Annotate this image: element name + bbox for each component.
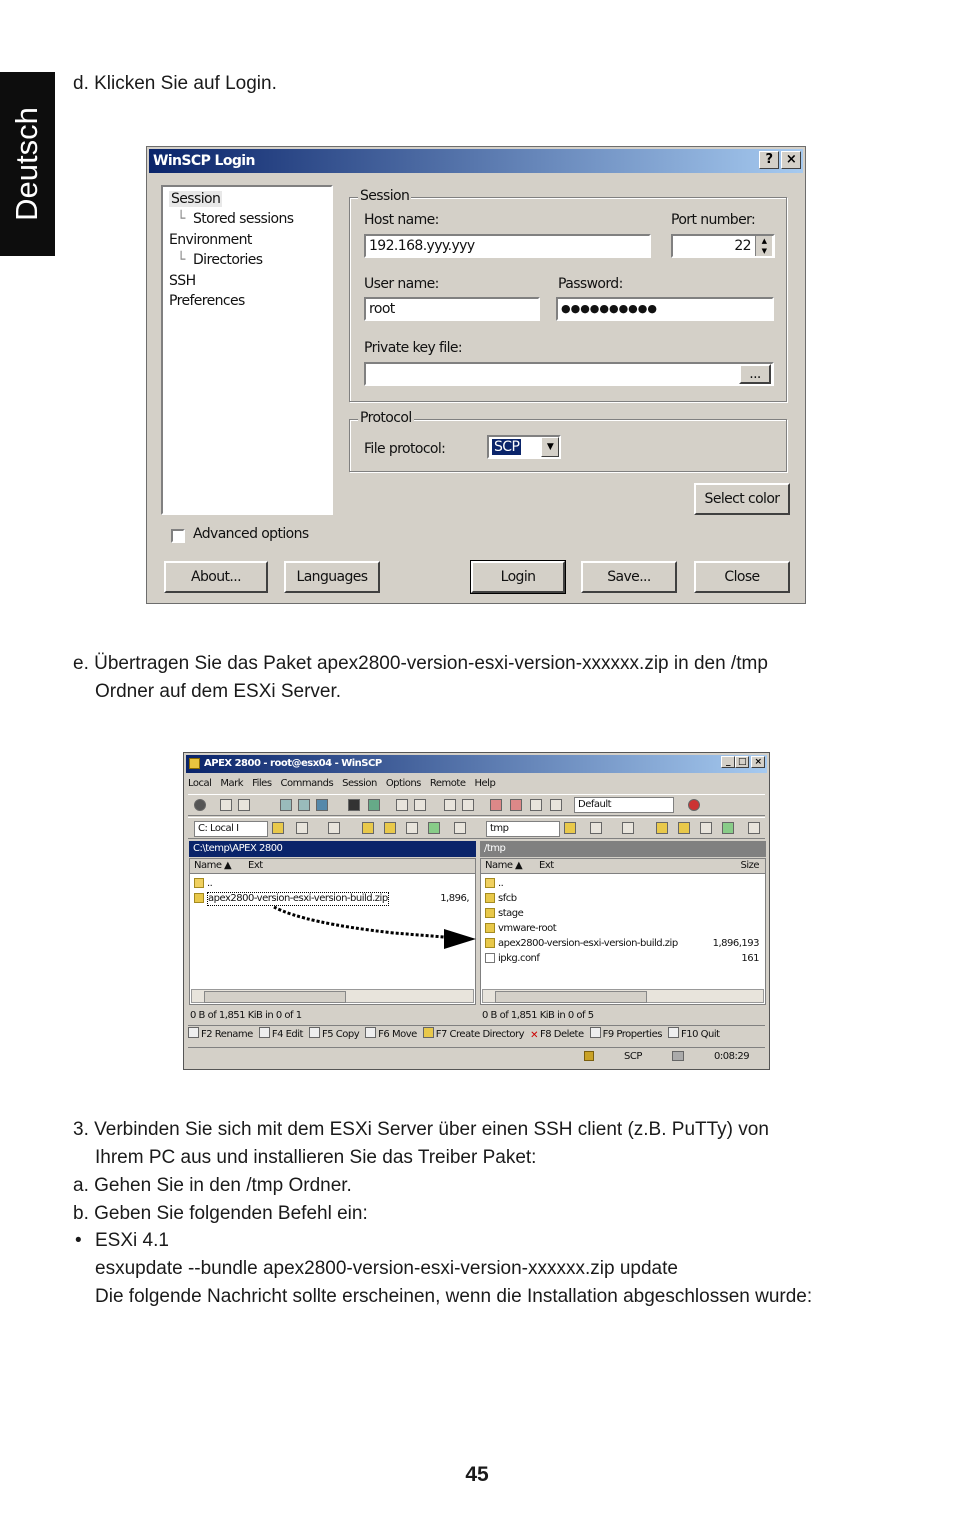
sync-icon[interactable] (238, 799, 250, 811)
tree-item-preferences[interactable]: Preferences (169, 293, 245, 309)
create-directory-button[interactable]: F7 Create Directory (423, 1026, 524, 1044)
list-item[interactable]: stage (481, 906, 765, 921)
host-name-input[interactable]: 192.168.yyy.yyy (364, 234, 651, 258)
properties-icon[interactable] (414, 799, 426, 811)
window-title: APEX 2800 - root@esx04 - WinSCP (186, 755, 767, 773)
settings-tree (161, 185, 333, 515)
step-3b: b. Geben Sie folgenden Befehl ein: (73, 1203, 368, 1224)
list-item[interactable]: ipkg.conf 161 (481, 951, 765, 966)
browse-button[interactable]: ... (739, 364, 771, 384)
tree-item-ssh[interactable]: SSH (169, 273, 196, 289)
preferences-gear-icon[interactable] (194, 799, 206, 811)
transfer-profile-select[interactable]: Default (574, 797, 674, 813)
menu-session[interactable]: Session (342, 778, 377, 789)
parent-dir-icon (485, 878, 495, 888)
folder-icon (485, 908, 495, 918)
tree-branch-icon: └ (177, 211, 185, 227)
open-folder-icon[interactable] (272, 822, 284, 834)
minimize-icon[interactable]: _ (721, 756, 735, 768)
maximize-icon[interactable]: □ (735, 756, 749, 768)
local-path-header: C:\temp\APEX 2800 (189, 841, 476, 857)
copy-button[interactable]: F5 Copy (309, 1026, 359, 1044)
column-name[interactable]: Name (194, 860, 222, 871)
about-button[interactable]: About... (164, 561, 268, 593)
menu-mark[interactable]: Mark (220, 778, 244, 789)
move-button[interactable]: F6 Move (365, 1026, 417, 1044)
history-icon[interactable] (550, 799, 562, 811)
remote-dir-select[interactable]: tmp (486, 821, 560, 837)
horizontal-scrollbar[interactable] (482, 989, 764, 1003)
list-item[interactable]: .. (190, 876, 475, 891)
session-group-label: Session (360, 188, 410, 204)
cancel-icon[interactable] (530, 799, 542, 811)
horizontal-scrollbar[interactable] (191, 989, 474, 1003)
column-size[interactable]: Size (740, 860, 759, 871)
back-arrow-icon[interactable] (296, 822, 308, 834)
parent-folder-icon[interactable] (656, 822, 668, 834)
tree-item-stored-sessions[interactable]: Stored sessions (193, 211, 294, 227)
zip-file-icon (194, 893, 204, 903)
refresh-icon[interactable] (316, 799, 328, 811)
completion-message: Die folgende Nachricht sollte erscheinen, wenn die Installation abgeschlossen wurde: (95, 1286, 813, 1307)
install-command: esxupdate --bundle apex2800-version-esxi-version-xxxxxx.zip update (95, 1258, 678, 1279)
step-3a: a. Gehen Sie in den /tmp Ordner. (73, 1175, 352, 1196)
rename-button[interactable]: F2 Rename (188, 1026, 253, 1044)
step-d-text: d. Klicken Sie auf Login. (73, 73, 277, 94)
remote-path-header: /tmp (480, 841, 766, 857)
close-icon[interactable]: × (781, 151, 801, 169)
new-folder-icon (423, 1027, 434, 1038)
folder-icon (485, 893, 495, 903)
menu-bar (188, 775, 504, 793)
quit-icon (668, 1027, 679, 1038)
step-3-line1: 3. Verbinden Sie sich mit dem ESXi Server über einen SSH client (z.B. PuTTy) von (73, 1119, 769, 1140)
password-input[interactable]: ●●●●●●●●●● (556, 297, 774, 321)
tree-item-session[interactable]: Session (171, 191, 221, 207)
local-drive-select[interactable]: C: Local I (194, 821, 268, 837)
close-icon[interactable]: × (751, 756, 765, 768)
login-button[interactable]: Login (471, 561, 565, 593)
list-item[interactable]: vmware-root (481, 921, 765, 936)
select-color-button[interactable]: Select color (694, 483, 790, 515)
save-session-icon[interactable] (396, 799, 408, 811)
private-key-label: Private key file: (364, 340, 463, 356)
rename-icon (188, 1027, 199, 1038)
refresh-icon[interactable] (722, 822, 734, 834)
tree-item-environment[interactable]: Environment (169, 232, 252, 248)
open-folder-icon[interactable] (564, 822, 576, 834)
network-icon (672, 1051, 684, 1061)
minus-icon[interactable] (462, 799, 474, 811)
tree-item-directories[interactable]: Directories (193, 252, 263, 268)
transfer-icon[interactable] (510, 799, 522, 811)
quit-button[interactable]: F10 Quit (668, 1026, 720, 1044)
root-folder-icon[interactable] (678, 822, 690, 834)
app-icon (189, 758, 200, 769)
compare-icon[interactable] (220, 799, 232, 811)
step-e-line1: e. Übertragen Sie das Paket apex2800-version-esxi-version-xxxxxx.zip in den /tmp (73, 653, 768, 674)
column-name[interactable]: Name (485, 860, 513, 871)
local-status: 0 B of 1,851 KiB in 0 of 1 (190, 1010, 302, 1021)
private-key-input[interactable] (364, 362, 774, 386)
column-ext[interactable]: Ext (248, 860, 263, 871)
properties-button[interactable]: F9 Properties (590, 1026, 662, 1044)
status-bar (188, 1047, 765, 1066)
tree-view-icon[interactable] (454, 822, 466, 834)
main-toolbar (188, 794, 765, 816)
properties-icon (590, 1027, 601, 1038)
delete-button[interactable]: ✕ F8 Delete (530, 1029, 584, 1041)
protocol-group-label: Protocol (360, 410, 412, 426)
scroll-thumb[interactable] (495, 991, 647, 1003)
chevron-down-icon[interactable]: ▼ (541, 437, 559, 457)
port-spinner-icon[interactable]: ▲ ▼ (755, 236, 772, 256)
menu-remote[interactable]: Remote (429, 778, 466, 789)
scroll-thumb[interactable] (204, 991, 346, 1003)
delete-icon: ✕ (530, 1030, 538, 1041)
language-tab (0, 72, 55, 256)
esxi-version: ESXi 4.1 (95, 1230, 169, 1251)
save-button[interactable]: Save... (581, 561, 677, 593)
local-column-header (190, 859, 475, 874)
dialog-title: WinSCP Login (149, 149, 803, 173)
language-tab-label: Deutsch (9, 107, 44, 221)
move-icon (365, 1027, 376, 1038)
remote-status: 0 B of 1,851 KiB in 0 of 5 (482, 1010, 594, 1021)
sort-up-icon: ▲ (224, 860, 232, 871)
host-name-label: Host name: (364, 212, 439, 228)
page-number: 45 (465, 1463, 489, 1486)
list-item[interactable]: sfcb (481, 891, 765, 906)
list-item[interactable]: apex2800-version-esxi-version-build.zip 1,896,193 (481, 936, 765, 951)
menu-help[interactable]: Help (474, 778, 496, 789)
address-toolbar (188, 817, 765, 839)
step-3-line2: Ihrem PC aus und installieren Sie das Treiber Paket: (95, 1147, 537, 1168)
remote-column-header (481, 859, 765, 874)
session-time: 0:08:29 (714, 1051, 750, 1062)
folder-icon (485, 923, 495, 933)
step-e-line2: Ordner auf dem ESXi Server. (95, 681, 342, 702)
edit-icon (259, 1027, 270, 1038)
password-label: Password: (558, 276, 623, 292)
winscp-login-dialog (146, 146, 806, 604)
parent-dir-icon (194, 878, 204, 888)
root-folder-icon[interactable] (384, 822, 396, 834)
bullet: • (75, 1230, 82, 1251)
file-protocol-value: SCP (494, 439, 520, 455)
menu-options[interactable]: Options (385, 778, 421, 789)
menu-local[interactable]: Local (188, 778, 212, 789)
help-button[interactable]: ? (759, 151, 779, 169)
list-item[interactable]: apex2800-version-esxi-version-build.zip 1,896, (190, 891, 475, 906)
file-icon (485, 953, 495, 963)
home-icon[interactable] (700, 822, 712, 834)
advanced-options-checkbox[interactable] (171, 529, 185, 543)
forward-arrow-icon[interactable] (622, 822, 634, 834)
user-name-label: User name: (364, 276, 439, 292)
winscp-main-window (183, 752, 770, 1070)
tree-branch-icon: └ (177, 252, 185, 268)
queue-icon[interactable] (280, 799, 292, 811)
home-icon[interactable] (406, 822, 418, 834)
menu-commands[interactable]: Commands (280, 778, 334, 789)
user-name-input[interactable]: root (364, 297, 540, 321)
putty-icon[interactable] (368, 799, 380, 811)
menu-files[interactable]: Files (252, 778, 272, 789)
list-item[interactable]: .. (481, 876, 765, 891)
close-button[interactable]: Close (694, 561, 790, 593)
drag-arrow-icon (264, 903, 484, 953)
port-number-input[interactable]: 22 (671, 234, 775, 258)
zip-file-icon (485, 938, 495, 948)
port-number-label: Port number: (671, 212, 756, 228)
file-protocol-label: File protocol: (364, 441, 446, 457)
forward-arrow-icon[interactable] (328, 822, 340, 834)
back-arrow-icon[interactable] (590, 822, 602, 834)
sort-up-icon: ▲ (515, 860, 523, 871)
parent-folder-icon[interactable] (362, 822, 374, 834)
queue-settings-icon[interactable] (298, 799, 310, 811)
refresh-icon[interactable] (428, 822, 440, 834)
remote-file-panel[interactable] (480, 858, 766, 1005)
terminal-icon[interactable] (348, 799, 360, 811)
column-ext[interactable]: Ext (539, 860, 554, 871)
tree-view-icon[interactable] (748, 822, 760, 834)
function-key-bar (188, 1025, 765, 1044)
lock-icon (584, 1051, 594, 1061)
advanced-options-label: Advanced options (193, 526, 309, 542)
plus-icon[interactable] (444, 799, 456, 811)
session-color-icon[interactable] (688, 799, 700, 811)
copy-icon (309, 1027, 320, 1038)
protocol-indicator: SCP (624, 1051, 642, 1062)
languages-button[interactable]: Languages (284, 561, 380, 593)
filter-icon[interactable] (490, 799, 502, 811)
edit-button[interactable]: F4 Edit (259, 1026, 303, 1044)
